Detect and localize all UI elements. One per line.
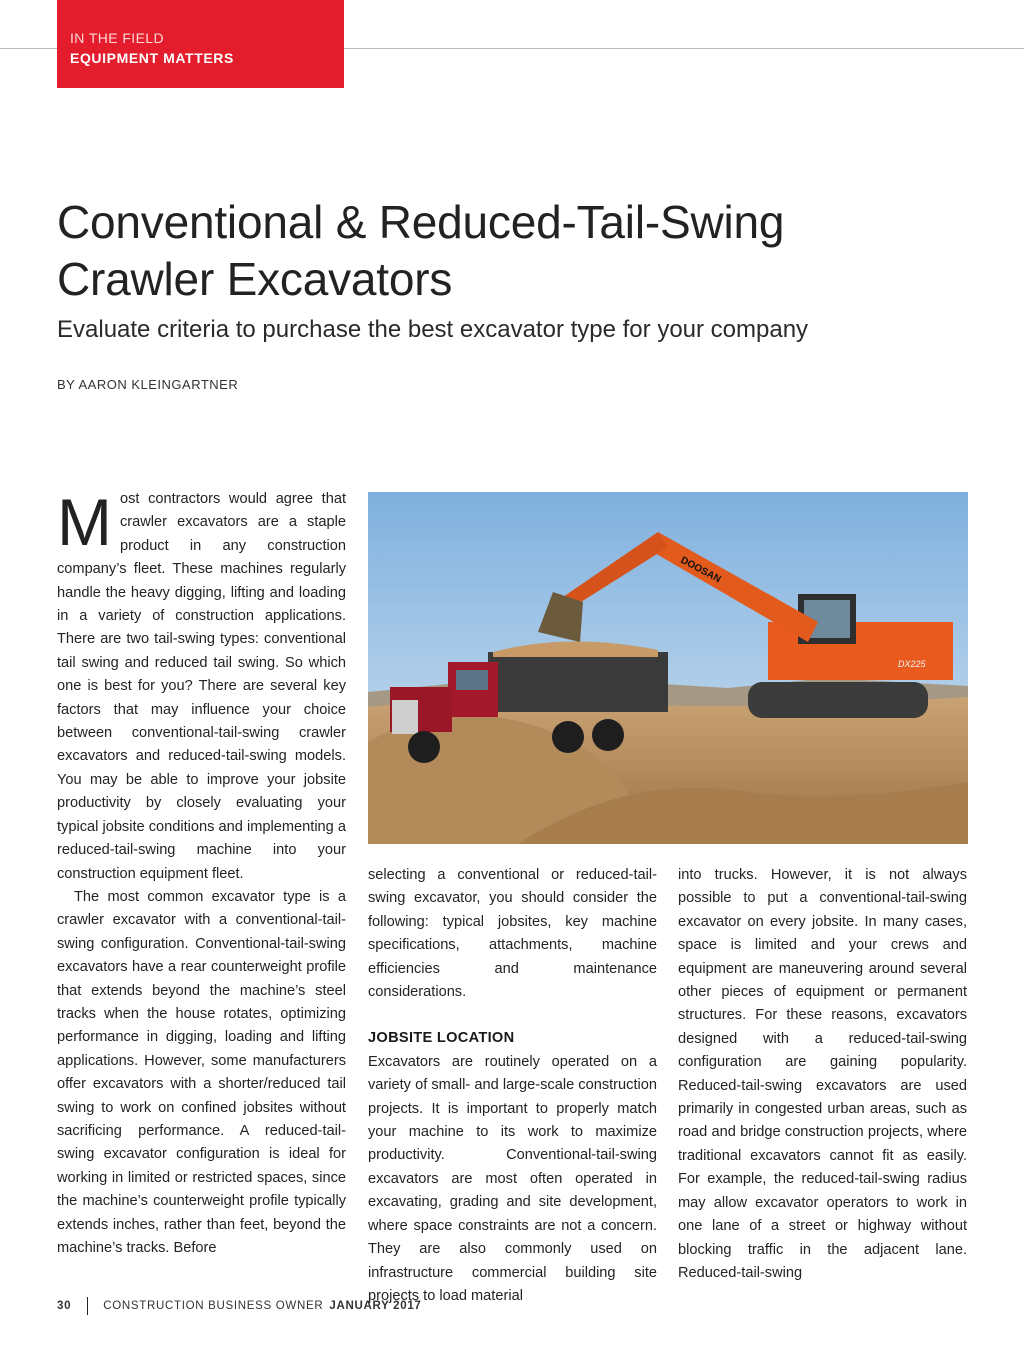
paragraph-jobsite: Excavators are routinely operated on a variety of small- and large-scale construction projects. It is important to properly match your machine to its work to maximize productivity. Conventional-tail-swing excavators are most often operated in excavating, grading and site development, where space constraints are not a concern. They are also commonly used on infrastructure commercial building site projects to load material bbox=[368, 1053, 657, 1304]
truck-wheel-front bbox=[408, 731, 440, 763]
page-footer bbox=[57, 1297, 422, 1315]
article-column-2 bbox=[368, 864, 657, 1308]
article-deck: Evaluate criteria to purchase the best excavator type for your company bbox=[57, 316, 809, 343]
subhead-jobsite-location: JOBSITE LOCATION bbox=[368, 1030, 515, 1047]
article-photo-excavator bbox=[368, 492, 968, 844]
page-number: 30 bbox=[57, 1300, 72, 1312]
publication-name: CONSTRUCTION BUSINESS OWNER bbox=[103, 1300, 324, 1312]
paragraph-reduced-tail: into trucks. However, it is not always possible to put a conventional-tail-swing excavator on every jobsite. In many cases, space is limited and your crews and equipment are maneuvering around several other pieces of equipment or permanent structures. For these reasons, excavators designed with a reduced-tail-swing configuration are gaining popularity. Reduced-tail-swing excavators are used primarily in congested urban areas, such as road and bridge construction projects, where traditional excavators cannot fit as easily. For example, the reduced-tail-swing radius may allow excavator operators to work in one lane of a street or highway without blocking traffic in the adjacent lane. Reduced-tail-swing bbox=[678, 867, 967, 1281]
section-name: EQUIPMENT MATTERS bbox=[70, 50, 234, 66]
article-column-1 bbox=[57, 485, 346, 1260]
footer-divider bbox=[87, 1297, 88, 1315]
section-kicker: IN THE FIELD bbox=[70, 30, 165, 46]
issue-date: JANUARY 2017 bbox=[329, 1300, 422, 1312]
truck-window bbox=[456, 670, 488, 690]
truck-wheel-rear bbox=[552, 721, 584, 753]
excavator-brand-text: DOOSAN bbox=[678, 554, 723, 586]
truck-grille bbox=[392, 700, 418, 734]
article-title: Conventional & Reduced-Tail-Swing Crawler Excavators bbox=[57, 196, 785, 305]
truck-dump-bed bbox=[488, 652, 668, 712]
excavator-tracks bbox=[748, 682, 928, 718]
excavator-model-text: DX225 bbox=[898, 659, 926, 669]
drop-cap: M bbox=[57, 485, 112, 559]
article-byline: BY AARON KLEINGARTNER bbox=[57, 377, 239, 392]
truck-wheel-rear-2 bbox=[592, 719, 624, 751]
article-column-3 bbox=[678, 864, 967, 1285]
section-tag bbox=[57, 0, 344, 88]
paragraph-intro: ost contractors would agree that crawler excavators are a staple product in any construction company’s fleet. These machines regularly handle the heavy digging, lifting and loading in a variety of construction applications. There are two tail-swing types: conventional tail swing and reduced tail swing. So which one is best for you? There are several key factors that may influence your choice between conventional-tail-swing crawler excavators and reduced-tail-swing models. You may be able to improve your jobsite productivity by closely evaluating your typical jobsite conditions and implementing a reduced-tail-swing machine into your construction equipment fleet. bbox=[57, 491, 346, 882]
excavator-photo-illustration bbox=[368, 492, 968, 844]
paragraph-common-type: The most common excavator type is a crawler excavator with a conventional-tail-swing configuration. Conventional-tail-swing excavators have a rear counterweight profile that extends beyond the machine’s steel tracks when the house rotates, optimizing performance in digging, loading and lifting applications. However, some manufacturers offer excavators with a shorter/reduced tail swing to work on confined jobsites without sacrificing performance. A reduced-tail-swing excavator configuration is ideal for working in limited or restricted spaces, since the machine’s counterweight profile typically extends inches, rather than feet, beyond the machine’s tracks. Before bbox=[57, 888, 346, 1256]
paragraph-selection: selecting a conventional or reduced-tail-swing excavator, you should consider the following: typical jobsites, key machine specifications, attachments, machine efficiencies and maintenance considerations. bbox=[368, 867, 657, 1001]
